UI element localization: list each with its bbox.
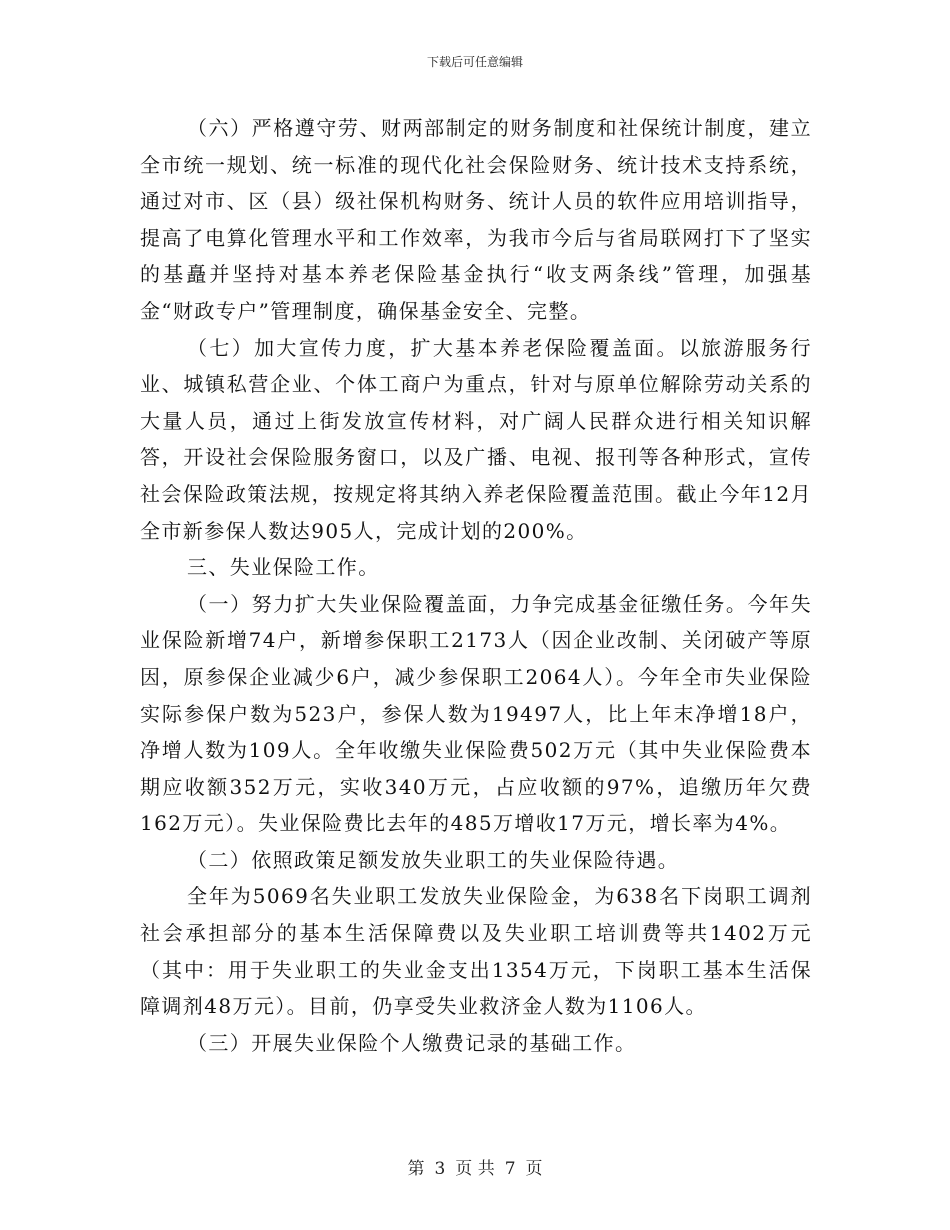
paragraph-6: （六）严格遵守劳、财两部制定的财务制度和社保统计制度，建立全市统一规划、统一标准的现代化社会保险财务、统计技术支持系统，通过对市、区（县）级社保机构财务、统计人员的软件应用培训指导，提高了电算化管理水平和工作效率，为我市今后与省局联网打下了坚实的基矗并坚持对基本养老保险基金执行“收支两条线”管理，加强基金“财政专户”管理制度，确保基金安全、完整。 — [140, 116, 812, 323]
footer-suffix: 页 — [525, 1159, 543, 1179]
paragraph-3-3: （三）开展失业保险个人缴费记录的基础工作。 — [187, 1030, 637, 1055]
section-heading-3: 三、失业保险工作。 — [187, 555, 380, 580]
paragraph-3-2-detail: 全年为5069名失业职工发放失业保险金，为638名下岗职工调剂社会承担部分的基本生活保障费以及失业职工培训费等共1402万元（其中：用于失业职工的失业金支出1354万元，下岗职工基本生活保障调剂48万元）。目前，仍享受失业救济金人数为1106人。 — [140, 884, 812, 1019]
paragraph-3-1: （一）努力扩大失业保险覆盖面，力争完成基金征缴任务。今年失业保险新增74户，新增参保职工2173人（因企业改制、关闭破产等原因，原参保企业减少6户，减少参保职工2064人）。今年全市失业保险实际参保户数为523户，参保人数为19497人，比上年末净增18户，净增人数为109人。全年收缴失业保险费502万元（其中失业保险费本期应收额352万元，实收340万元，占应收额的97%，追缴历年欠费162万元）。失业保险费比去年的485万增收17万元，增长率为4%。 — [140, 591, 812, 836]
document-body — [140, 110, 812, 1061]
footer-prefix: 第 — [407, 1159, 425, 1179]
current-page-number: 3 — [434, 1159, 446, 1179]
total-pages-number: 7 — [504, 1159, 516, 1179]
page-header: 下载后可任意编辑 — [426, 55, 523, 69]
paragraph-3-2: （二）依照政策足额发放失业职工的失业保险待遇。 — [187, 847, 680, 872]
page-footer — [0, 1154, 950, 1179]
footer-middle: 页 共 — [455, 1159, 495, 1179]
paragraph-7: （七）加大宣传力度，扩大基本养老保险覆盖面。以旅游服务行业、城镇私营企业、个体工商户为重点，针对与原单位解除劳动关系的大量人员，通过上街发放宣传材料，对广阔人民群众进行相关知识解答，开设社会保险服务窗口，以及广播、电视、报刊等各种形式，宣传社会保险政策法规，按规定将其纳入养老保险覆盖范围。截止今年12月全市新参保人数达905人，完成计划的200%。 — [140, 335, 812, 543]
